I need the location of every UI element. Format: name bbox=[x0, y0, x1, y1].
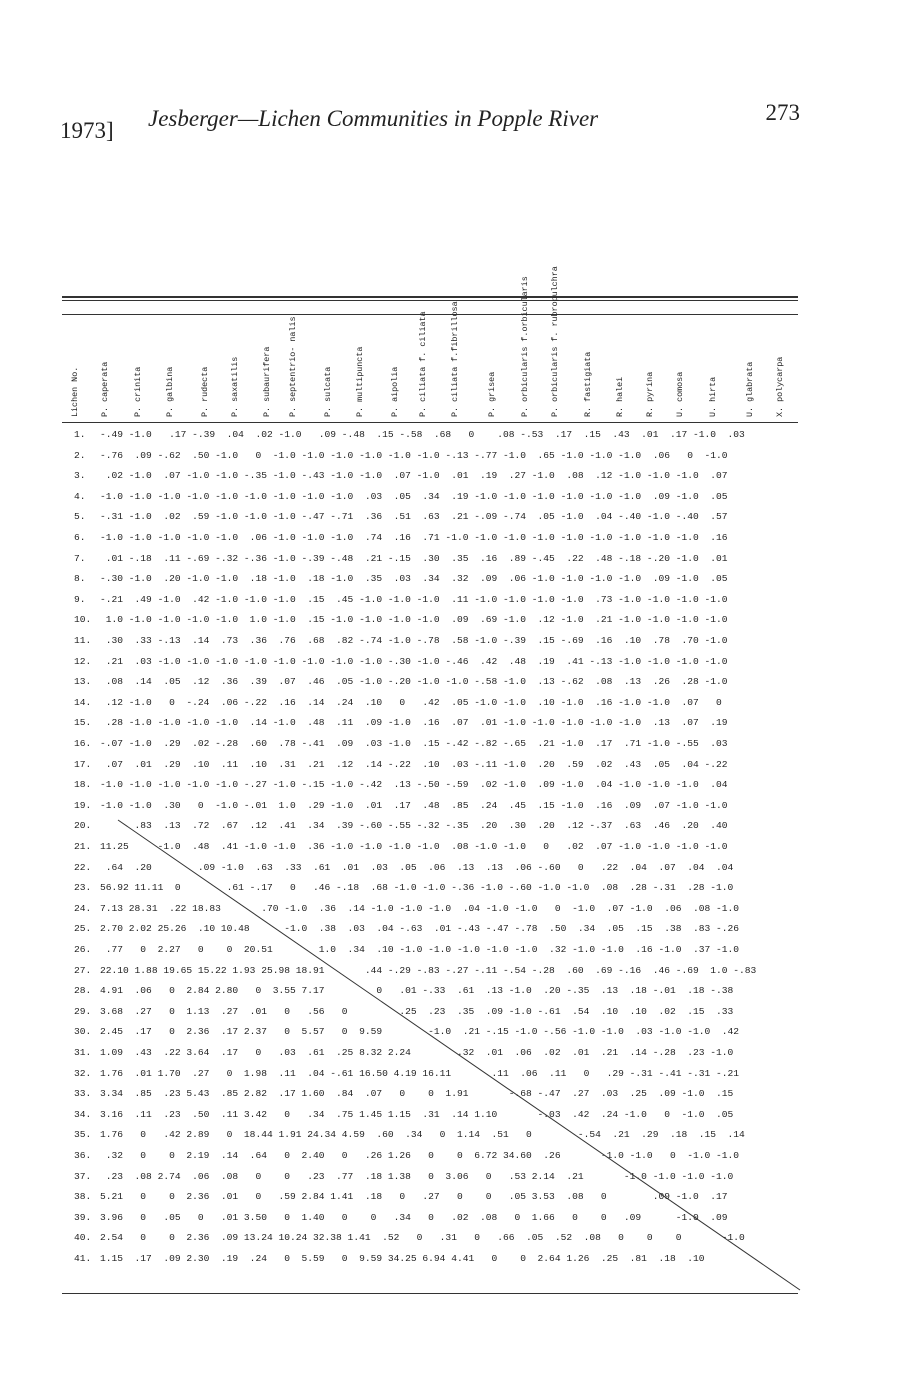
lichen-number: 5. bbox=[74, 511, 86, 523]
lichen-number: 19. bbox=[74, 799, 92, 811]
row-values: .07 .01 .29 .10 .11 .10 .31 .21 .12 .14 -.22 .10 .03 -.11 -1.0 .20 .59 .02 .43 .05 .04 -.22 bbox=[100, 758, 728, 770]
column-header: P. subaurifera bbox=[262, 346, 272, 417]
row-values: .08 .14 .05 .12 .36 .39 .07 .46 .05 -1.0 -.20 -1.0 -1.0 -.58 -1.0 .13 -.62 .08 .13 .26 .28 -1.0 bbox=[100, 676, 728, 688]
row-values: .01 -.18 .11 -.69 -.32 -.36 -1.0 -.39 -.48 .21 -.15 .30 .35 .16 .89 -.45 .22 .48 -.18 -.20 -1.0 .01 bbox=[100, 552, 728, 564]
lichen-number: 34. bbox=[74, 1108, 92, 1120]
row-values: .02 -1.0 .07 -1.0 -1.0 -.35 -1.0 -.43 -1.0 -1.0 .07 -1.0 .01 .19 .27 -1.0 .08 .12 -1.0 -1.0 -1.0 .07 bbox=[100, 470, 728, 482]
row-values: .77 0 2.27 0 0 20.51 1.0 .34 .10 -1.0 -1.0 -1.0 -1.0 -1.0 .32 -1.0 -1.0 .16 -1.0 .37 -1.0 bbox=[100, 944, 740, 955]
column-header: P. ciliata f.fibrillosa bbox=[450, 301, 460, 417]
column-header: P. saxatilis bbox=[230, 356, 240, 417]
lichen-number: 11. bbox=[74, 635, 92, 646]
row-values: -.21 .49 -1.0 .42 -1.0 -1.0 -1.0 .15 .45 -1.0 -1.0 -1.0 .11 -1.0 -1.0 -1.0 -1.0 .73 -1.0 -1.0 -1.0 -1.0 bbox=[100, 593, 728, 605]
row-values: -.31 -1.0 .02 .59 -1.0 -1.0 -1.0 -.47 -.71 .36 .51 .63 .21 -.09 -.74 .05 -1.0 .04 -.40 -1.0 -.40 .57 bbox=[100, 511, 728, 523]
page-number: 273 bbox=[765, 100, 800, 125]
column-header: P. septentrio- nalis bbox=[288, 316, 298, 417]
row-values: 22.10 1.88 19.65 15.22 1.93 25.98 18.91 .44 -.29 -.83 -.27 -.11 -.54 -.28 .60 .69 -.16 .46 -.69 1.0 -.83 bbox=[100, 964, 757, 976]
column-header: P. orbicularis f. rubropulchra bbox=[550, 266, 560, 417]
row-values: 3.16 .11 .23 .50 .11 3.42 0 .34 .75 1.45 1.15 .31 .14 1.10 -.03 .42 .24 -1.0 0 -1.0 .05 bbox=[100, 1108, 734, 1120]
column-header: Lichen No. bbox=[70, 366, 80, 417]
row-values: .21 .03 -1.0 -1.0 -1.0 -1.0 -1.0 -1.0 -1.0 -1.0 -.30 -1.0 -.46 .42 .48 .19 .41 -.13 -1.0 -1.0 -1.0 -1.0 bbox=[100, 655, 728, 667]
row-values: 1.15 .17 .09 2.30 .19 .24 0 5.59 0 9.59 34.25 6.94 4.41 0 0 2.64 1.26 .25 .81 .18 .10 bbox=[100, 1253, 705, 1264]
row-values: 1.0 -1.0 -1.0 -1.0 -1.0 1.0 -1.0 .15 -1.0 -1.0 -1.0 -1.0 .09 .69 -1.0 .12 -1.0 .21 -1.0 -1.0 -1.0 -1.0 bbox=[100, 614, 728, 626]
lichen-number: 30. bbox=[74, 1026, 92, 1038]
lichen-number: 40. bbox=[74, 1232, 92, 1244]
column-header: P. galbina bbox=[165, 366, 175, 417]
row-values: -1.0 -1.0 .30 0 -1.0 -.01 1.0 .29 -1.0 .01 .17 .48 .85 .24 .45 .15 -1.0 .16 .09 .07 -1.0 -1.0 bbox=[100, 799, 728, 811]
column-header: P. crinita bbox=[133, 366, 143, 417]
column-header: P. orbicularis f.orbicularis bbox=[520, 276, 530, 417]
lichen-number: 27. bbox=[74, 964, 92, 976]
row-values: 2.45 .17 0 2.36 .17 2.37 0 5.57 0 9.59 -1.0 .21 -.15 -1.0 -.56 -1.0 -1.0 .03 -1.0 -1.0 .42 bbox=[100, 1026, 740, 1038]
lichen-number: 37. bbox=[74, 1170, 92, 1182]
row-values: 4.91 .06 0 2.84 2.80 0 3.55 7.17 0 .01 -.33 .61 .13 -1.0 .20 -.35 .13 .18 -.01 .18 -.38 bbox=[100, 985, 734, 997]
row-values: -1.0 -1.0 -1.0 -1.0 -1.0 -.27 -1.0 -.15 -1.0 -.42 .13 -.50 -.59 .02 -1.0 .09 -1.0 .04 -1.0 -1.0 -1.0 .04 bbox=[100, 779, 728, 791]
lichen-number: 17. bbox=[74, 758, 92, 770]
column-header: P. multipuncta bbox=[355, 346, 365, 417]
lichen-number: 32. bbox=[74, 1067, 92, 1079]
column-header: U. comosa bbox=[675, 371, 685, 417]
lichen-number: 14. bbox=[74, 696, 92, 708]
diagonal-line bbox=[118, 820, 800, 1290]
lichen-number: 4. bbox=[74, 490, 86, 502]
lichen-number: 6. bbox=[74, 532, 86, 543]
lichen-number: 2. bbox=[74, 449, 86, 461]
lichen-number: 3. bbox=[74, 470, 86, 482]
row-values: -1.0 -1.0 -1.0 -1.0 -1.0 .06 -1.0 -1.0 -1.0 .74 .16 .71 -1.0 -1.0 -1.0 -1.0 -1.0 -1.0 -1.0 -1.0 -1.0 .16 bbox=[100, 532, 728, 543]
row-values: -1.0 -1.0 -1.0 -1.0 -1.0 -1.0 -1.0 -1.0 -1.0 .03 .05 .34 .19 -1.0 -1.0 -1.0 -1.0 -1.0 -1.0 .09 -1.0 .05 bbox=[100, 490, 728, 502]
lichen-number: 10. bbox=[74, 614, 92, 626]
lichen-number: 29. bbox=[74, 1005, 92, 1017]
row-values: 2.70 2.02 25.26 .10 10.48 -1.0 .38 .03 .04 -.63 .01 -.43 -.47 -.78 .50 .34 .05 .15 .38 .83 -.26 bbox=[100, 923, 740, 935]
column-header: P. ciliata f. ciliata bbox=[418, 311, 428, 417]
lichen-number: 22. bbox=[74, 861, 92, 873]
lichen-number: 24. bbox=[74, 902, 92, 914]
row-values: -.76 .09 -.62 .50 -1.0 0 -1.0 -1.0 -1.0 -1.0 -1.0 -1.0 -.13 -.77 -1.0 .65 -1.0 -1.0 -1.0 .06 0 -1.0 bbox=[100, 449, 728, 461]
row-values: -.07 -1.0 .29 .02 -.28 .60 .78 -.41 .09 .03 -1.0 .15 -.42 -.82 -.65 .21 -1.0 .17 .71 -1.0 -.55 .03 bbox=[100, 738, 728, 749]
column-header: R. fastigiata bbox=[583, 351, 593, 417]
lichen-number: 26. bbox=[74, 944, 92, 955]
lichen-number: 20. bbox=[74, 820, 92, 832]
row-values: 2.54 0 0 2.36 .09 13.24 10.24 32.38 1.41 .52 0 .31 0 .66 .05 .52 .08 0 0 0 -1.0 bbox=[100, 1232, 745, 1244]
lichen-number: 12. bbox=[74, 655, 92, 667]
lichen-number: 7. bbox=[74, 552, 86, 564]
column-header: R. halei bbox=[615, 376, 625, 417]
column-header: U. glabrata bbox=[745, 361, 755, 417]
lichen-number: 41. bbox=[74, 1253, 92, 1264]
lichen-number: 38. bbox=[74, 1191, 92, 1203]
lichen-number: 8. bbox=[74, 573, 86, 585]
row-values: 5.21 0 0 2.36 .01 0 .59 2.84 1.41 .18 0 .27 0 0 .05 3.53 .08 0 .09 -1.0 .17 bbox=[100, 1191, 728, 1203]
row-values: .83 .13 .72 .67 .12 .41 .34 .39 -.60 -.55 -.32 -.35 .20 .30 .20 .12 -.37 .63 .46 .20 .40 bbox=[100, 820, 728, 832]
lichen-number: 23. bbox=[74, 882, 92, 894]
column-header: R. pyrina bbox=[645, 371, 655, 417]
column-header: P. grisea bbox=[487, 371, 497, 417]
lichen-number: 35. bbox=[74, 1129, 92, 1141]
column-header: U. hirta bbox=[708, 376, 718, 417]
row-values: 3.34 .85 .23 5.43 .85 2.82 .17 1.60 .84 .07 0 0 1.91 -.68 -.47 .27 .03 .25 .09 -1.0 .15 bbox=[100, 1088, 734, 1100]
lichen-number: 13. bbox=[74, 676, 92, 688]
lichen-number: 28. bbox=[74, 985, 92, 997]
row-values: .23 .08 2.74 .06 .08 0 0 .23 .77 .18 1.38 0 3.06 0 .53 2.14 .21 -1.0 -1.0 -1.0 -1.0 bbox=[100, 1170, 734, 1182]
lichen-number: 36. bbox=[74, 1150, 92, 1161]
lichen-number: 21. bbox=[74, 841, 92, 852]
row-values: 56.92 11.11 0 .61 -.17 0 .46 -.18 .68 -1.0 -1.0 -.36 -1.0 -.60 -1.0 -1.0 .08 .28 -.31 .28 -1.0 bbox=[100, 882, 734, 894]
running-title: Jesberger—Lichen Communities in Popple River bbox=[148, 106, 599, 131]
row-values: .30 .33 -.13 .14 .73 .36 .76 .68 .82 -.74 -1.0 -.78 .58 -1.0 -.39 .15 -.69 .16 .10 .78 .70 -1.0 bbox=[100, 635, 728, 646]
lichen-number: 31. bbox=[74, 1047, 92, 1058]
lichen-number: 25. bbox=[74, 923, 92, 935]
lichen-number: 15. bbox=[74, 717, 92, 729]
column-header: P. caperata bbox=[100, 361, 110, 417]
lichen-number: 1. bbox=[74, 429, 86, 440]
journal-year: 1973] bbox=[60, 118, 114, 143]
row-values: 1.76 0 .42 2.89 0 18.44 1.91 24.34 4.59 .60 .34 0 1.14 .51 0 -.54 .21 .29 .18 .15 .14 bbox=[100, 1129, 745, 1141]
column-header: P. aipolia bbox=[390, 366, 400, 417]
row-values: 1.09 .43 .22 3.64 .17 0 .03 .61 .25 8.32 2.24 .32 .01 .06 .02 .01 .21 .14 -.28 .23 -1.0 bbox=[100, 1047, 734, 1058]
row-values: 11.25 -1.0 .48 .41 -1.0 -1.0 .36 -1.0 -1.0 -1.0 -1.0 .08 -1.0 -1.0 0 .02 .07 -1.0 -1.0 -1.0 -1.0 bbox=[100, 841, 728, 852]
row-values: .64 .20 .09 -1.0 .63 .33 .61 .01 .03 .05 .06 .13 .13 .06 -.60 0 .22 .04 .07 .04 .04 bbox=[100, 861, 734, 873]
column-header: P. rudecta bbox=[200, 366, 210, 417]
row-values: 3.68 .27 0 1.13 .27 .01 0 .56 0 .25 .23 .35 .09 -1.0 -.61 .54 .10 .10 .02 .15 .33 bbox=[100, 1005, 734, 1017]
row-values: 1.76 .01 1.70 .27 0 1.98 .11 .04 -.61 16.50 4.19 16.11 .11 .06 .11 0 .29 -.31 -.41 -.31 -.21 bbox=[100, 1067, 740, 1079]
column-header: P. sulcata bbox=[323, 366, 333, 417]
row-values: .32 0 0 2.19 .14 .64 0 2.40 0 .26 1.26 0 0 6.72 34.60 .26 -1.0 -1.0 0 -1.0 -1.0 bbox=[100, 1150, 740, 1161]
lichen-number: 9. bbox=[74, 593, 86, 605]
row-values: .28 -1.0 -1.0 -1.0 -1.0 .14 -1.0 .48 .11 .09 -1.0 .16 .07 .01 -1.0 -1.0 -1.0 -1.0 -1.0 .13 .07 .19 bbox=[100, 717, 728, 729]
row-values: 3.96 0 .05 0 .01 3.50 0 1.40 0 0 .34 0 .02 .08 0 1.66 0 0 .09 -1.0 .09 bbox=[100, 1211, 728, 1223]
lichen-number: 39. bbox=[74, 1211, 92, 1223]
row-values: -.30 -1.0 .20 -1.0 -1.0 .18 -1.0 .18 -1.0 .35 .03 .34 .32 .09 .06 -1.0 -1.0 -1.0 -1.0 .09 -1.0 .05 bbox=[100, 573, 728, 585]
row-values: -.49 -1.0 .17 -.39 .04 .02 -1.0 .09 -.48 .15 -.58 .68 0 .08 -.53 .17 .15 .43 .01 .17 -1.0 .03 bbox=[100, 429, 745, 440]
lichen-number: 33. bbox=[74, 1088, 92, 1100]
lichen-number: 16. bbox=[74, 738, 92, 749]
row-values: .12 -1.0 0 -.24 .06 -.22 .16 .14 .24 .10 0 .42 .05 -1.0 -1.0 .10 -1.0 .16 -1.0 -1.0 .07 0 bbox=[100, 696, 722, 708]
lichen-number: 18. bbox=[74, 779, 92, 791]
table-bottom-rule bbox=[62, 1293, 798, 1294]
row-values: 7.13 28.31 .22 18.83 .70 -1.0 .36 .14 -1.0 -1.0 -1.0 .04 -1.0 -1.0 0 -1.0 .07 -1.0 .06 .08 -1.0 bbox=[100, 902, 740, 914]
column-header: X. polycarpa bbox=[775, 356, 785, 417]
